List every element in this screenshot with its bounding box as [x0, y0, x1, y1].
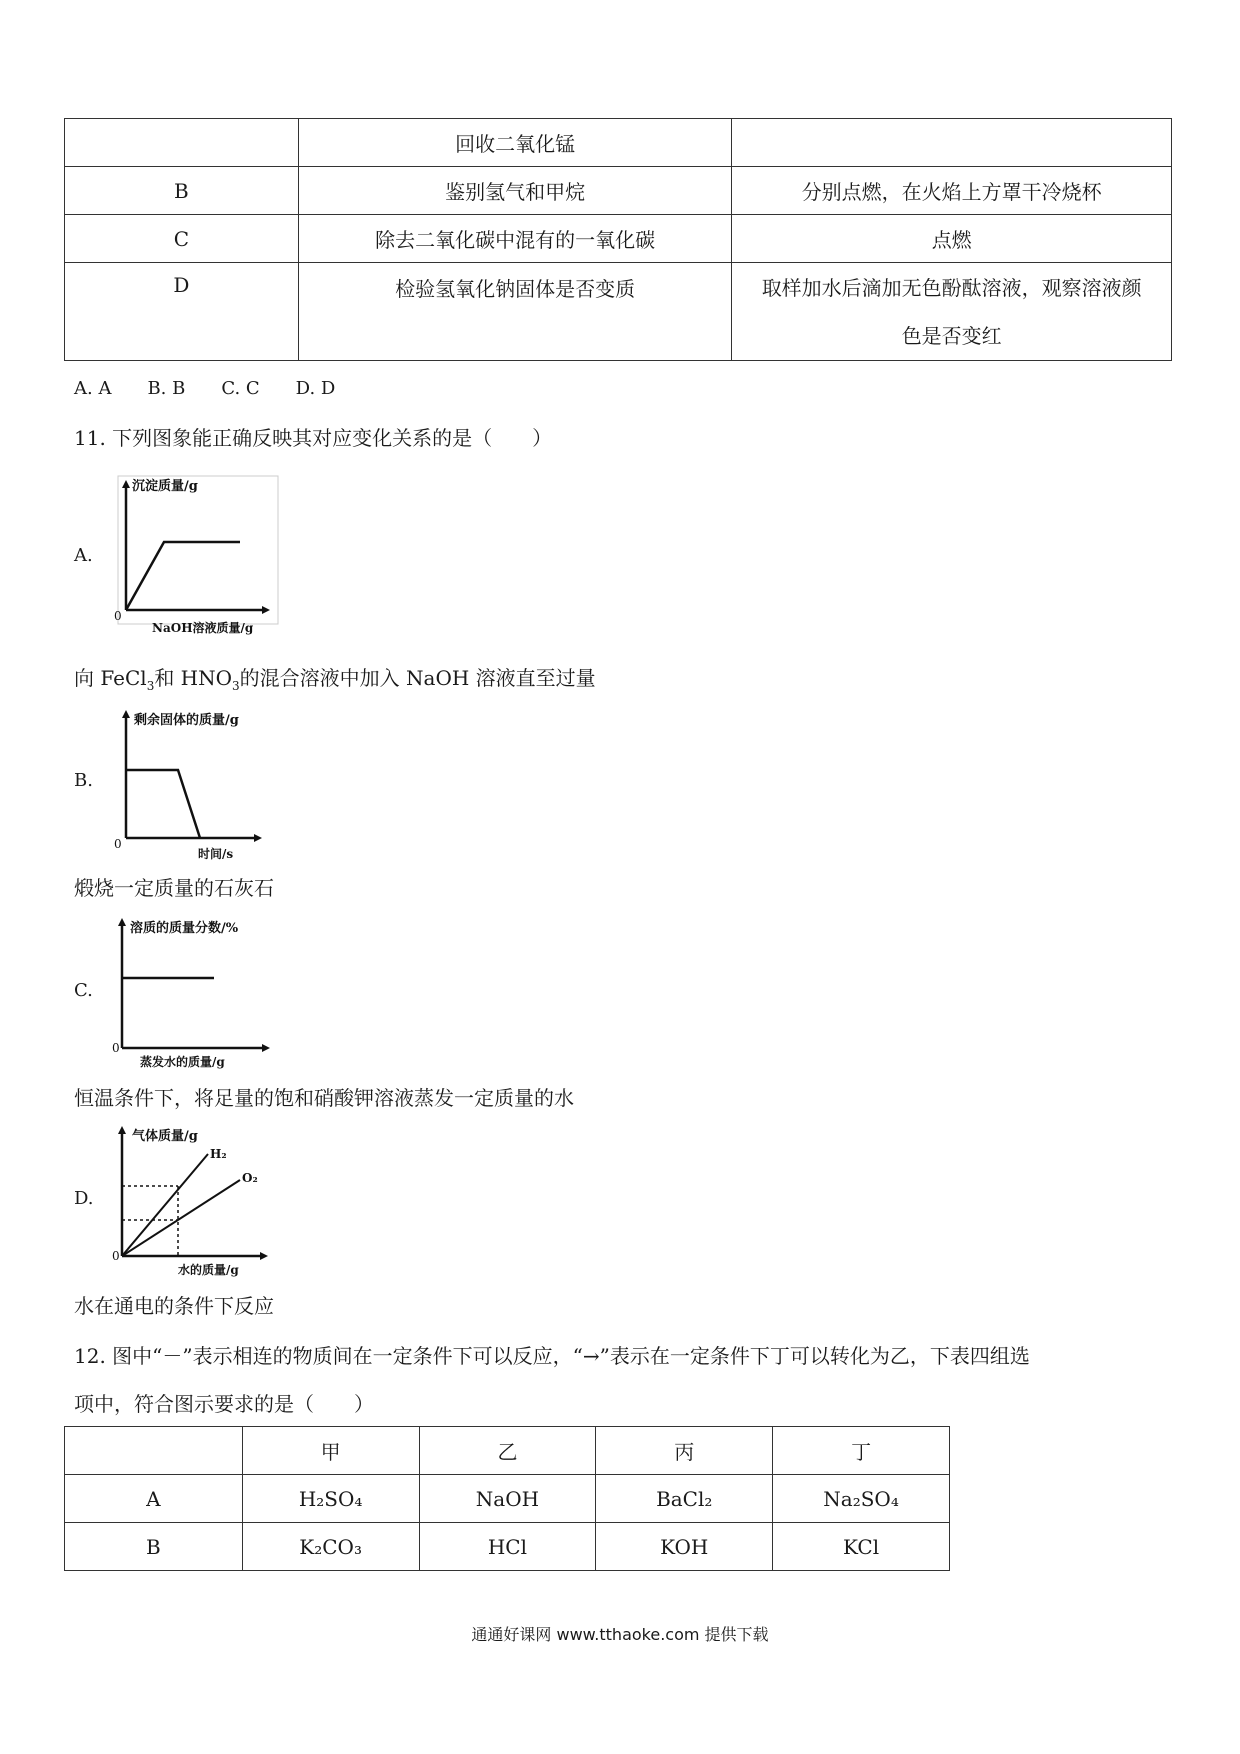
origin-label: 0 [114, 837, 122, 851]
row-label [65, 119, 299, 167]
q11-option-d-caption: 水在通电的条件下反应 [74, 1294, 274, 1318]
row-label: B [65, 167, 299, 215]
q12-stem-line1: 12. 图中“－”表示相连的物质间在一定条件下可以反应，“→”表示在一定条件下丁可以转化为乙，下表四组选 [74, 1344, 1030, 1368]
caption-sub: 3 [146, 679, 155, 693]
q10-options: A. A B. B C. C D. D [74, 378, 336, 399]
row-method: 分别点燃，在火焰上方罩干冷烧杯 [732, 167, 1172, 215]
caption-part: 向 FeCl [74, 666, 147, 690]
row-method-line1: 取样加水后滴加无色酚酞溶液，观察溶液颜 [761, 276, 1142, 300]
caption-part: 的混合溶液中加入 NaOH 溶液直至过量 [239, 666, 596, 690]
page-footer: 通通好课网 www.tthaoke.com 提供下载 [471, 1625, 769, 1644]
caption-part: 和 HNO [154, 666, 233, 690]
header-cell [65, 1427, 243, 1475]
row-label: D [65, 263, 299, 361]
q10-table [64, 118, 1172, 361]
row-method: 点燃 [732, 215, 1172, 263]
table-header-row [65, 1427, 950, 1475]
q11-chart-a [112, 470, 282, 640]
table-row [65, 215, 1172, 263]
h2-line-label: H₂ [210, 1147, 227, 1161]
table-row [65, 1523, 950, 1571]
y-axis-label: 沉淀质量/g [132, 479, 198, 494]
o2-line-label: O₂ [242, 1171, 258, 1185]
caption-sub: 3 [232, 679, 240, 693]
q11-option-d-letter: D. [74, 1188, 94, 1209]
q11-stem: 11. 下列图象能正确反映其对应变化关系的是（ ） [74, 426, 553, 450]
origin-label: 0 [114, 609, 122, 623]
cell: A [65, 1475, 243, 1523]
y-axis-label: 溶质的质量分数/% [130, 921, 239, 936]
row-content: 回收二氧化锰 [298, 119, 732, 167]
table-row [65, 263, 1172, 361]
cell: H₂SO₄ [242, 1475, 419, 1523]
row-content: 鉴别氢气和甲烷 [298, 167, 732, 215]
cell: BaCl₂ [596, 1475, 773, 1523]
row-method [732, 119, 1172, 167]
row-method-line2: 色是否变红 [901, 324, 1002, 348]
row-label: C [65, 215, 299, 263]
q11-chart-b [112, 704, 282, 864]
q11-option-a-caption [74, 662, 596, 693]
table-row [65, 1475, 950, 1523]
cell: Na₂SO₄ [773, 1475, 950, 1523]
q11-option-a-letter: A. [74, 545, 93, 566]
q12-table [64, 1426, 950, 1571]
cell: B [65, 1523, 243, 1571]
x-axis-label: 蒸发水的质量/g [140, 1055, 225, 1069]
q11-option-b-letter: B. [74, 770, 93, 791]
cell: KCl [773, 1523, 950, 1571]
q11-option-c-caption: 恒温条件下，将足量的饱和硝酸钾溶液蒸发一定质量的水 [74, 1086, 574, 1110]
cell: NaOH [419, 1475, 596, 1523]
q11-chart-c [112, 912, 282, 1072]
cell: HCl [419, 1523, 596, 1571]
cell: KOH [596, 1523, 773, 1571]
row-content: 除去二氧化碳中混有的一氧化碳 [298, 215, 732, 263]
x-axis-label: NaOH溶液质量/g [152, 621, 254, 635]
origin-label: 0 [112, 1041, 120, 1055]
header-cell: 丁 [773, 1427, 950, 1475]
table-row [65, 119, 1172, 167]
q11-chart-d [112, 1120, 282, 1280]
header-cell: 丙 [596, 1427, 773, 1475]
q11-option-b-caption: 煅烧一定质量的石灰石 [74, 876, 274, 900]
q11-option-c-letter: C. [74, 980, 93, 1001]
row-content: 检验氢氧化钠固体是否变质 [298, 263, 732, 361]
y-axis-label: 剩余固体的质量/g [134, 713, 239, 728]
header-cell: 甲 [242, 1427, 419, 1475]
x-axis-label: 时间/s [198, 847, 234, 861]
y-axis-label: 气体质量/g [132, 1129, 198, 1144]
q12-stem-line2: 项中，符合图示要求的是（ ） [74, 1392, 374, 1416]
x-axis-label: 水的质量/g [178, 1263, 239, 1277]
header-cell: 乙 [419, 1427, 596, 1475]
table-row [65, 167, 1172, 215]
origin-label: 0 [112, 1249, 120, 1263]
row-method [732, 263, 1172, 361]
cell: K₂CO₃ [242, 1523, 419, 1571]
